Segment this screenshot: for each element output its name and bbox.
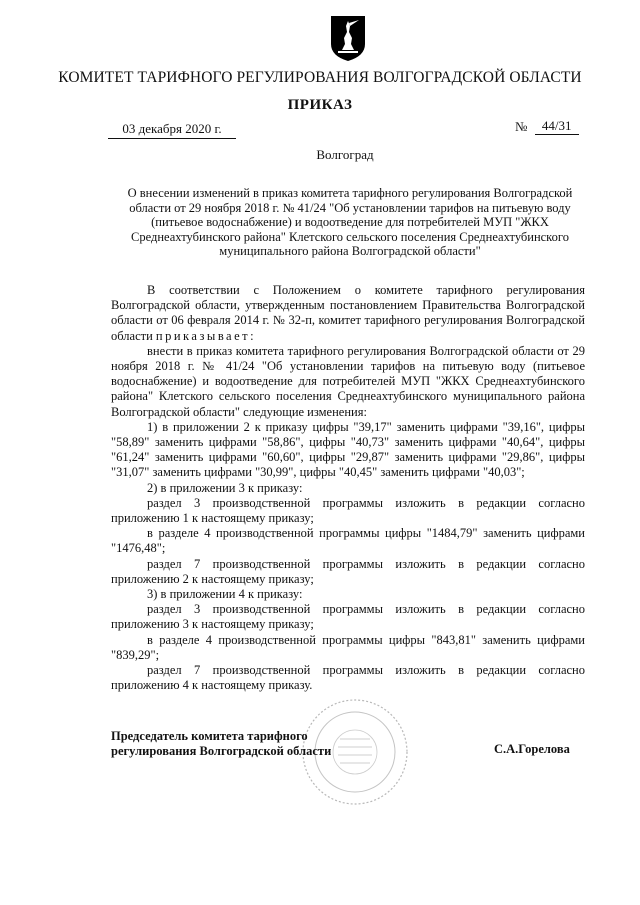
city: Волгоград <box>316 147 374 162</box>
document-type: ПРИКАЗ <box>287 97 353 113</box>
order-word: приказывает: <box>155 328 257 343</box>
preamble-paragraph <box>111 283 585 344</box>
list-item: раздел 7 производственной программы изложить в редакции согласно приложению 2 к настоящему приказу; <box>111 556 585 586</box>
list-item: раздел 3 производственной программы изложить в редакции согласно приложению 1 к настоящему приказу; <box>111 495 585 526</box>
document-subject: О внесении изменений в приказ комитета тарифного регулирования Волгоградской области от 29 ноября 2018 г. № 41/24 "Об установлении тарифов на питьевую воду (питьевое водоснабжение) и водоотведение для потребителей МУП "ЖКХ Среднеахтубинского района" Клетского сельского поселения Среднеахтубинского муниципального района Волгоградской области" <box>127 186 573 259</box>
list-item: 2) в приложении 3 к приказу: <box>147 480 303 495</box>
list-item: в разделе 4 производственной программы цифры "843,81" заменить цифрами "839,29"; <box>111 632 585 662</box>
signer-position: Председатель комитета тарифного регулирования Волгоградской области <box>111 729 332 758</box>
document-date: 03 декабря 2020 г. <box>108 121 236 139</box>
document-body <box>111 283 585 693</box>
list-item: в разделе 4 производственной программы цифры "1484,79" заменить цифрами "1476,48"; <box>111 526 585 556</box>
number-value: 44/31 <box>535 118 579 135</box>
list-item: раздел 7 производственной программы изложить в редакции согласно приложению 4 к настоящему приказу. <box>111 663 585 693</box>
organization-title: КОМИТЕТ ТАРИФНОГО РЕГУЛИРОВАНИЯ ВОЛГОГРАДСКОЙ ОБЛАСТИ <box>58 69 582 86</box>
number-label: № <box>515 119 528 134</box>
signer-name: С.А.Горелова <box>494 742 570 756</box>
list-item: 1) в приложении 2 к приказу цифры "39,17" заменить цифрами "39,16", цифры "58,89" заменить цифрами "58,86", цифры "40,73" заменить цифрами "40,64", цифры "61,24" заменить цифрами "60,60", цифры "29,87" заменить цифрами "29,86", цифры "31,07" заменить цифрами "30,99", цифры "40,45" заменить цифрами "40,03"; <box>111 419 585 480</box>
list-item: 3) в приложении 4 к приказу: <box>147 587 303 602</box>
document-number <box>515 118 579 135</box>
intro-paragraph: внести в приказ комитета тарифного регулирования Волгоградской области от 29 ноября 2018 г. № 41/24 "Об установлении тарифов на питьевую воду (питьевое водоснабжение) и водоотведение для потребителей МУП "ЖКХ Среднеахтубинского района" Клетского сельского поселения Среднеахтубинского муниципального района Волгоградской области" следующие изменения: <box>111 343 585 419</box>
list-item: раздел 3 производственной программы изложить в редакции согласно приложению 3 к настоящему приказу; <box>111 602 585 632</box>
preamble-text: В соответствии с Положением о комитете тарифного регулирования Волгоградской области, утвержденным постановлением Правительства Волгоградской области от 06 февраля 2014 г. № 32-п, комитет тарифного регулирования Волгоградской области <box>111 283 585 343</box>
coat-of-arms-icon <box>329 14 367 62</box>
